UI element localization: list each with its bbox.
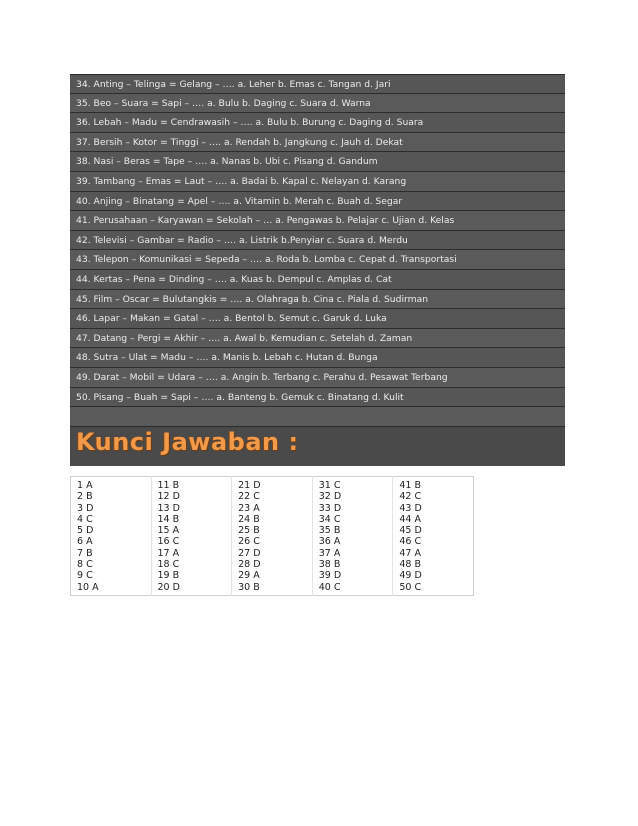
question-row: 36. Lebah – Madu = Cendrawasih – …. a. Bulu b. Burung c. Daging d. Suara (70, 113, 565, 133)
answer-item: 3 D (77, 502, 94, 514)
question-row: 41. Perusahaan – Karyawan = Sekolah – … a. Pengawas b. Pelajar c. Ujian d. Kelas (70, 211, 565, 231)
question-row: 47. Datang – Pergi = Akhir – …. a. Awal b. Kemudian c. Setelah d. Zaman (70, 329, 565, 349)
answer-item: 20 D (157, 581, 180, 593)
question-row: 40. Anjing – Binatang = Apel – …. a. Vitamin b. Merah c. Buah d. Segar (70, 192, 565, 212)
answer-item: 24 B (238, 513, 260, 525)
answer-item: 25 B (238, 525, 260, 537)
answer-item: 35 B (318, 525, 341, 537)
answer-item: 4 C (77, 513, 93, 525)
answer-column (232, 477, 313, 596)
question-row: 46. Lapar – Makan = Gatal – …. a. Bentol b. Semut c. Garuk d. Luka (70, 309, 565, 329)
question-row: 42. Televisi – Gambar = Radio – …. a. Listrik b.Penyiar c. Suara d. Merdu (70, 231, 565, 251)
answer-item: 45 D (399, 525, 422, 537)
answer-item: 41 B (399, 480, 421, 491)
question-row-spacer (70, 407, 565, 427)
answer-item: 17 A (157, 547, 180, 559)
answer-item: 34 C (318, 513, 341, 525)
answer-item: 36 A (318, 536, 341, 548)
answer-item: 33 D (318, 502, 342, 514)
answer-item: 49 D (399, 570, 422, 582)
questions-panel (70, 74, 565, 466)
answer-item: 48 B (399, 559, 421, 571)
answer-item: 16 C (157, 536, 180, 548)
answer-item: 26 C (238, 536, 260, 548)
answer-item: 31 C (318, 480, 341, 491)
answer-key-row (71, 477, 474, 596)
answer-column (71, 477, 152, 596)
question-row: 34. Anting – Telinga = Gelang – …. a. Leher b. Emas c. Tangan d. Jari (70, 74, 565, 94)
answer-column (393, 477, 474, 596)
answer-item: 43 D (399, 502, 422, 514)
answer-item: 40 C (318, 581, 341, 593)
answer-item: 22 C (238, 491, 260, 503)
answer-item: 38 B (318, 559, 341, 571)
answer-column (312, 477, 393, 596)
answer-item: 15 A (157, 525, 180, 537)
answer-item: 46 C (399, 536, 422, 548)
answer-item: 2 B (77, 491, 93, 503)
answer-item: 5 D (77, 525, 94, 537)
answer-item: 47 A (399, 547, 421, 559)
answer-item: 21 D (238, 480, 261, 491)
question-row: 39. Tambang – Emas = Laut – …. a. Badai b. Kapal c. Nelayan d. Karang (70, 172, 565, 192)
question-row: 49. Darat – Mobil = Udara – …. a. Angin b. Terbang c. Perahu d. Pesawat Terbang (70, 368, 565, 388)
answer-item: 10 A (77, 581, 99, 593)
answer-item: 14 B (157, 513, 180, 525)
answer-item: 44 A (399, 513, 421, 525)
answer-key-table (70, 476, 474, 596)
answer-item: 23 A (238, 502, 260, 514)
question-row: 48. Sutra – Ulat = Madu – …. a. Manis b. Lebah c. Hutan d. Bunga (70, 348, 565, 368)
answer-item: 19 B (157, 570, 180, 582)
answer-item: 11 B (157, 480, 180, 491)
answer-item: 1 A (77, 480, 93, 491)
answer-item: 29 A (238, 570, 260, 582)
answer-column (151, 477, 232, 596)
answer-item: 8 C (77, 559, 93, 571)
answer-item: 27 D (238, 547, 261, 559)
answer-item: 39 D (318, 570, 342, 582)
question-row: 35. Beo – Suara = Sapi – …. a. Bulu b. Daging c. Suara d. Warna (70, 94, 565, 114)
answer-key-title: Kunci Jawaban : (76, 428, 299, 456)
answer-item: 13 D (157, 502, 180, 514)
question-row: 37. Bersih – Kotor = Tinggi – …. a. Rendah b. Jangkung c. Jauh d. Dekat (70, 133, 565, 153)
question-row: 43. Telepon – Komunikasi = Sepeda – …. a. Roda b. Lomba c. Cepat d. Transportasi (70, 250, 565, 270)
question-row: 44. Kertas – Pena = Dinding – …. a. Kuas b. Dempul c. Amplas d. Cat (70, 270, 565, 290)
question-row: 45. Film – Oscar = Bulutangkis = …. a. Olahraga b. Cina c. Piala d. Sudirman (70, 290, 565, 310)
answer-item: 9 C (77, 570, 93, 582)
answer-item: 37 A (318, 547, 341, 559)
answer-item: 12 D (157, 491, 180, 503)
question-row: 38. Nasi – Beras = Tape – …. a. Nanas b. Ubi c. Pisang d. Gandum (70, 152, 565, 172)
answer-item: 18 C (157, 559, 180, 571)
answer-item: 7 B (77, 547, 93, 559)
question-row: 50. Pisang – Buah = Sapi – …. a. Banteng b. Gemuk c. Binatang d. Kulit (70, 388, 565, 408)
answer-item: 28 D (238, 559, 261, 571)
answer-item: 30 B (238, 581, 260, 593)
answer-item: 42 C (399, 491, 422, 503)
answer-item: 50 C (399, 581, 422, 593)
answer-item: 32 D (318, 491, 342, 503)
answer-item: 6 A (77, 536, 93, 548)
